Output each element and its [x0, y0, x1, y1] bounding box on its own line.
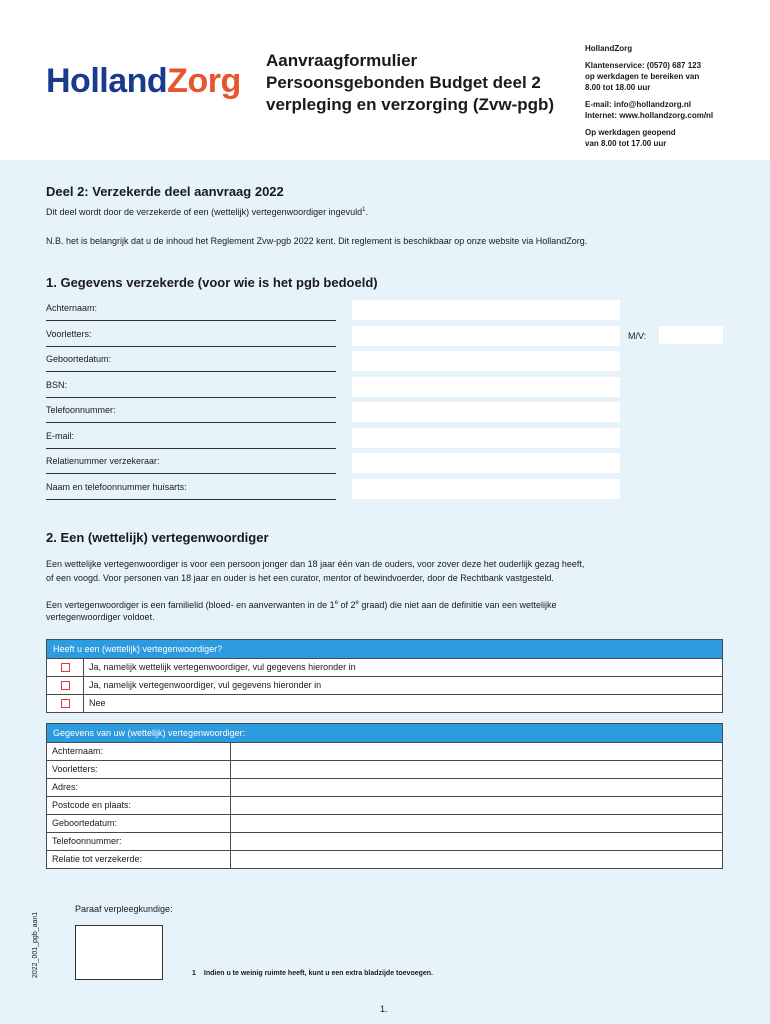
contact-block — [585, 43, 765, 149]
label-voorletters: Voorletters: — [46, 325, 336, 347]
label-geboortedatum: Geboortedatum: — [46, 350, 336, 372]
form-title — [266, 50, 576, 116]
details-input-geboortedatum[interactable] — [231, 815, 722, 832]
input-achternaam[interactable] — [352, 300, 620, 320]
contact-hours-1: op werkdagen te bereiken van — [585, 72, 700, 81]
table-row — [47, 814, 722, 832]
title-line-3: verpleging en verzorging (Zvw-pgb) — [266, 95, 555, 114]
section2-para2-line1: Een vertegenwoordiger is een familielid (bloed- en aanverwanten in de 1e of 2e graad) die niet aan de definitie van een wettelijke — [46, 600, 557, 610]
paraaf-box[interactable] — [75, 925, 163, 980]
option-label: Ja, namelijk vertegenwoordiger, vul gegevens hieronder in — [89, 680, 322, 690]
table-row — [47, 850, 722, 868]
input-email[interactable] — [352, 428, 620, 448]
input-voorletters[interactable] — [352, 326, 620, 346]
contact-name: HollandZorg — [585, 44, 633, 53]
label-mv: M/V: — [628, 331, 647, 341]
logo-holland: Holland — [46, 62, 168, 100]
details-label: Telefoonnummer: — [47, 833, 231, 850]
title-line-1: Aanvraagformulier — [266, 51, 418, 70]
input-huisarts[interactable] — [352, 479, 620, 499]
option-row — [47, 676, 722, 694]
contact-open-2: van 8.00 tot 17.00 uur — [585, 139, 667, 148]
intro-note: N.B. het is belangrijk dat u de inhoud het Reglement Zvw-pgb 2022 kent. Dit reglement is beschikbaar op onze website via HollandZorg. — [46, 236, 588, 246]
details-input-postcode[interactable] — [231, 797, 722, 814]
details-input-relatie[interactable] — [231, 851, 722, 868]
label-achternaam: Achternaam: — [46, 299, 336, 321]
table-row — [47, 832, 722, 850]
footnote-text: Indien u te weinig ruimte heeft, kunt u een extra bladzijde toevoegen. — [203, 970, 433, 977]
table-row — [47, 796, 722, 814]
input-relatienummer[interactable] — [352, 453, 620, 473]
details-label: Achternaam: — [47, 743, 231, 760]
details-input-voorletters[interactable] — [231, 761, 722, 778]
label-bsn: BSN: — [46, 376, 336, 398]
option-label: Nee — [89, 698, 106, 708]
table-row — [47, 742, 722, 760]
section2-heading: 2. Een (wettelijk) vertegenwoordiger — [46, 530, 269, 545]
paraaf-label: Paraaf verpleegkundige: — [75, 904, 173, 914]
checkbox-nee[interactable] — [61, 699, 70, 708]
contact-open-1: Op werkdagen geopend — [585, 128, 676, 137]
label-telefoonnummer: Telefoonnummer: — [46, 401, 336, 423]
details-label: Adres: — [47, 779, 231, 796]
details-input-adres[interactable] — [231, 779, 722, 796]
table-row — [47, 760, 722, 778]
section2-para1-line2: of een voogd. Voor personen van 18 jaar en ouder is het een curator, mentor of bewindvoerder, door de Rechtbank vastgesteld. — [46, 573, 554, 583]
question-header: Heeft u een (wettelijk) vertegenwoordiger? — [47, 640, 722, 658]
label-email: E-mail: — [46, 427, 336, 449]
label-relatienummer: Relatienummer verzekeraar: — [46, 452, 336, 474]
section2-para1-line1: Een wettelijke vertegenwoordiger is voor een persoon jonger dan 18 jaar één van de ouders, voor zover deze het ouderlijk gezag heeft, — [46, 559, 585, 569]
contact-service: Klantenservice: (0570) 687 123 — [585, 61, 702, 70]
page-header — [0, 0, 770, 160]
section2-para2-line2: vertegenwoordiger voldoet. — [46, 612, 155, 622]
details-header: Gegevens van uw (wettelijk) vertegenwoordiger: — [47, 724, 722, 742]
checkbox-wettelijk[interactable] — [61, 663, 70, 672]
details-label: Geboortedatum: — [47, 815, 231, 832]
contact-hours-2: 8.00 tot 18.00 uur — [585, 83, 651, 92]
contact-internet: Internet: www.hollandzorg.com/nl — [585, 111, 714, 120]
details-input-achternaam[interactable] — [231, 743, 722, 760]
part-heading: Deel 2: Verzekerde deel aanvraag 2022 — [46, 184, 284, 199]
representative-question-table — [46, 639, 723, 713]
footnote-number: 1 — [192, 970, 196, 977]
document-code: 2022_001_pgb_aan1 — [32, 911, 39, 978]
page-number: 1. — [380, 1004, 388, 1014]
title-line-2: Persoonsgebonden Budget deel 2 — [266, 73, 541, 92]
checkbox-vertegenwoordiger[interactable] — [61, 681, 70, 690]
representative-details-table — [46, 723, 723, 869]
option-label: Ja, namelijk wettelijk vertegenwoordiger, vul gegevens hieronder in — [89, 662, 356, 672]
option-row — [47, 658, 722, 676]
input-mv[interactable] — [659, 326, 723, 344]
section1-heading: 1. Gegevens verzekerde (voor wie is het pgb bedoeld) — [46, 275, 378, 290]
option-row — [47, 694, 722, 712]
logo-zorg: Zorg — [167, 62, 241, 100]
table-row — [47, 778, 722, 796]
intro-line: Dit deel wordt door de verzekerde of een (wettelijk) vertegenwoordiger ingevuld$^1$. — [46, 207, 369, 217]
details-input-telefoonnummer[interactable] — [231, 833, 722, 850]
details-label: Relatie tot verzekerde: — [47, 851, 231, 868]
contact-email: E-mail: info@hollandzorg.nl — [585, 100, 692, 109]
details-label: Voorletters: — [47, 761, 231, 778]
input-geboortedatum[interactable] — [352, 351, 620, 371]
details-label: Postcode en plaats: — [47, 797, 231, 814]
footnote-ref: 1 — [362, 207, 366, 213]
label-huisarts: Naam en telefoonnummer huisarts: — [46, 478, 336, 500]
footnote — [192, 970, 441, 977]
input-bsn[interactable] — [352, 377, 620, 397]
input-telefoonnummer[interactable] — [352, 402, 620, 422]
hollandzorg-logo — [46, 62, 241, 101]
